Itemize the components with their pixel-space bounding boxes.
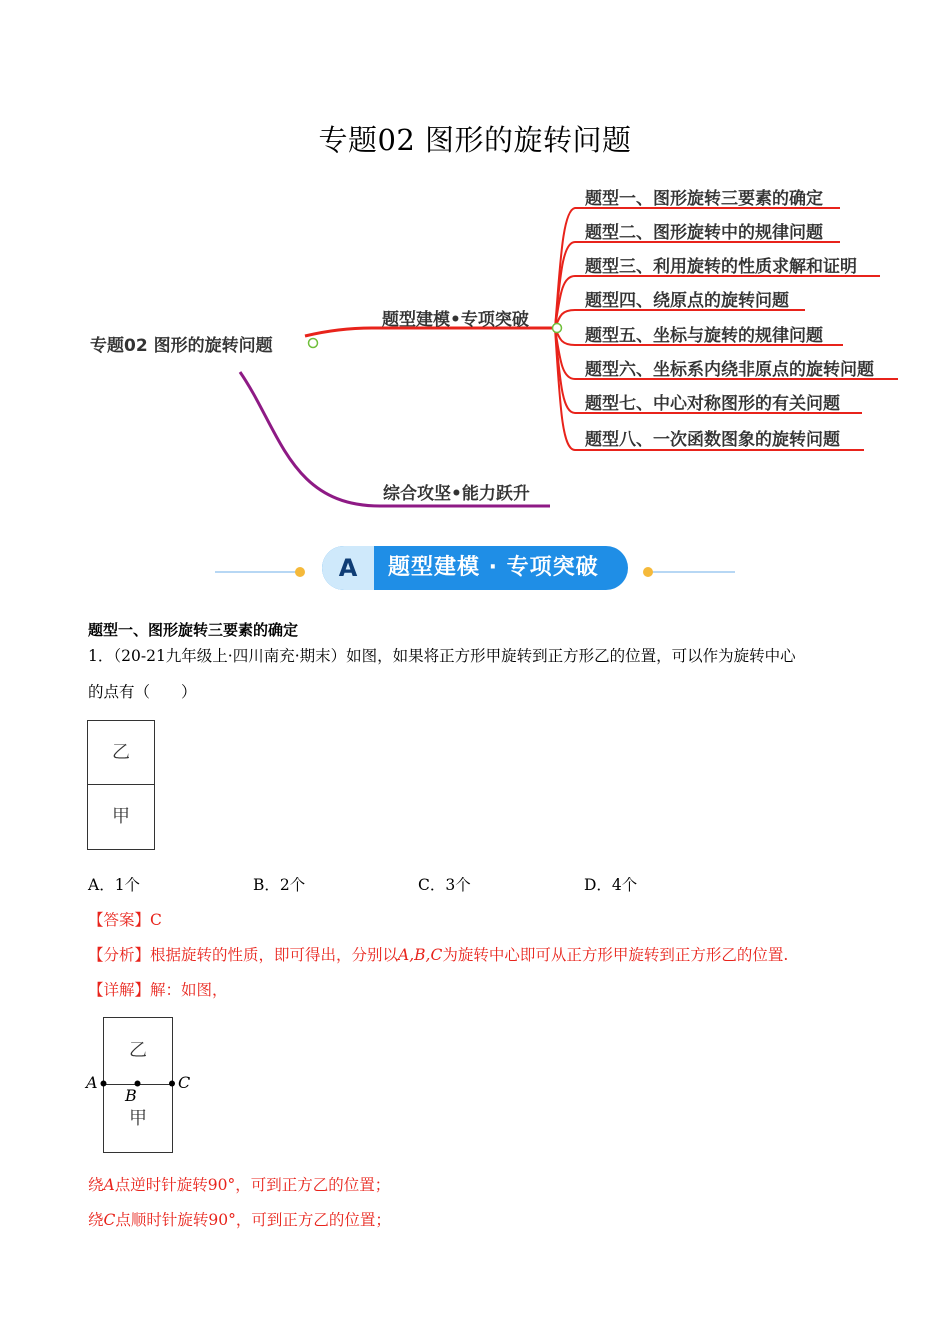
detail-text: 解：如图， <box>150 981 228 999</box>
mindmap-leaf: 题型七、中心对称图形的有关问题 <box>585 394 840 414</box>
section-banner <box>322 546 628 590</box>
question-stem: （20-21九年级上·四川南充·期末）如图，如果将正方形甲旋转到正方形乙的位置，可以作为旋转中心 <box>113 647 796 665</box>
mindmap-collapse-icon <box>553 324 562 333</box>
mindmap-leaf: 题型四、绕原点的旋转问题 <box>585 291 789 311</box>
option-c: C．3个 <box>418 876 471 894</box>
solution-2-point: C <box>103 1211 116 1229</box>
mindmap-leaf: 题型二、图形旋转中的规律问题 <box>585 223 823 243</box>
point-a-dot <box>101 1081 107 1087</box>
analysis-line <box>88 943 788 965</box>
option-d: D．4个 <box>584 876 638 894</box>
mindmap-leaf: 题型一、图形旋转三要素的确定 <box>585 189 823 209</box>
square-yi-label: 乙 <box>104 1018 172 1085</box>
solution-figure <box>82 1014 197 1154</box>
answer-line <box>88 908 162 930</box>
question-line-1 <box>88 644 796 666</box>
mindmap <box>0 170 950 520</box>
square-jia-label: 甲 <box>112 806 130 827</box>
analysis-text-end: 为旋转中心即可从正方形甲旋转到正方形乙的位置. <box>442 946 789 964</box>
mindmap-leaf: 题型三、利用旋转的性质求解和证明 <box>585 257 857 277</box>
analysis-tag: 【分析】 <box>88 946 151 964</box>
analysis-text: 根据旋转的性质，即可得出，分别以 <box>150 946 399 964</box>
answer-tag: 【答案】 <box>88 911 151 929</box>
solution-1-point: A <box>103 1176 115 1194</box>
banner-letter: A <box>322 546 374 590</box>
question-number: 1． <box>88 647 114 665</box>
mindmap-root: 专题02 图形的旋转问题 <box>90 336 273 356</box>
option-b: B．2个 <box>253 876 306 894</box>
option-a: A．1个 <box>88 876 141 894</box>
solution-1-pre: 绕 <box>88 1176 104 1194</box>
solution-1-post: 点逆时针旋转90°，可到正方乙的位置； <box>114 1176 391 1194</box>
answer-value: C <box>150 911 162 929</box>
question-line-2: 的点有（ ） <box>88 683 197 701</box>
analysis-points: A,B,C <box>398 946 443 964</box>
point-c-dot <box>169 1081 175 1087</box>
solution-line-1 <box>88 1173 390 1195</box>
solution-line-2 <box>88 1208 391 1230</box>
point-b-label: B <box>125 1086 137 1105</box>
mindmap-leaf: 题型八、一次函数图象的旋转问题 <box>585 430 840 450</box>
page-title: 专题02 图形的旋转问题 <box>318 123 632 157</box>
detail-line <box>88 978 228 1000</box>
square-jia-label: 甲 <box>129 1108 147 1129</box>
mindmap-branch-2: 综合攻坚•能力跃升 <box>383 484 530 504</box>
mindmap-leaf: 题型六、坐标系内绕非原点的旋转问题 <box>585 360 874 380</box>
mindmap-leaf: 题型五、坐标与旋转的规律问题 <box>585 326 823 346</box>
solution-2-post: 点顺时针旋转90°，可到正方乙的位置； <box>115 1211 391 1229</box>
section-heading: 题型一、图形旋转三要素的确定 <box>88 621 299 639</box>
question-figure <box>87 720 155 850</box>
point-c-label: C <box>178 1073 191 1092</box>
mindmap-collapse-icon <box>309 339 318 348</box>
banner-text: 题型建模 · 专项突破 <box>388 555 599 580</box>
mindmap-branch-1: 题型建模•专项突破 <box>382 310 529 330</box>
square-yi-label: 乙 <box>88 721 154 785</box>
detail-tag: 【详解】 <box>88 981 151 999</box>
solution-2-pre: 绕 <box>88 1211 104 1229</box>
point-a-label: A <box>86 1073 98 1092</box>
